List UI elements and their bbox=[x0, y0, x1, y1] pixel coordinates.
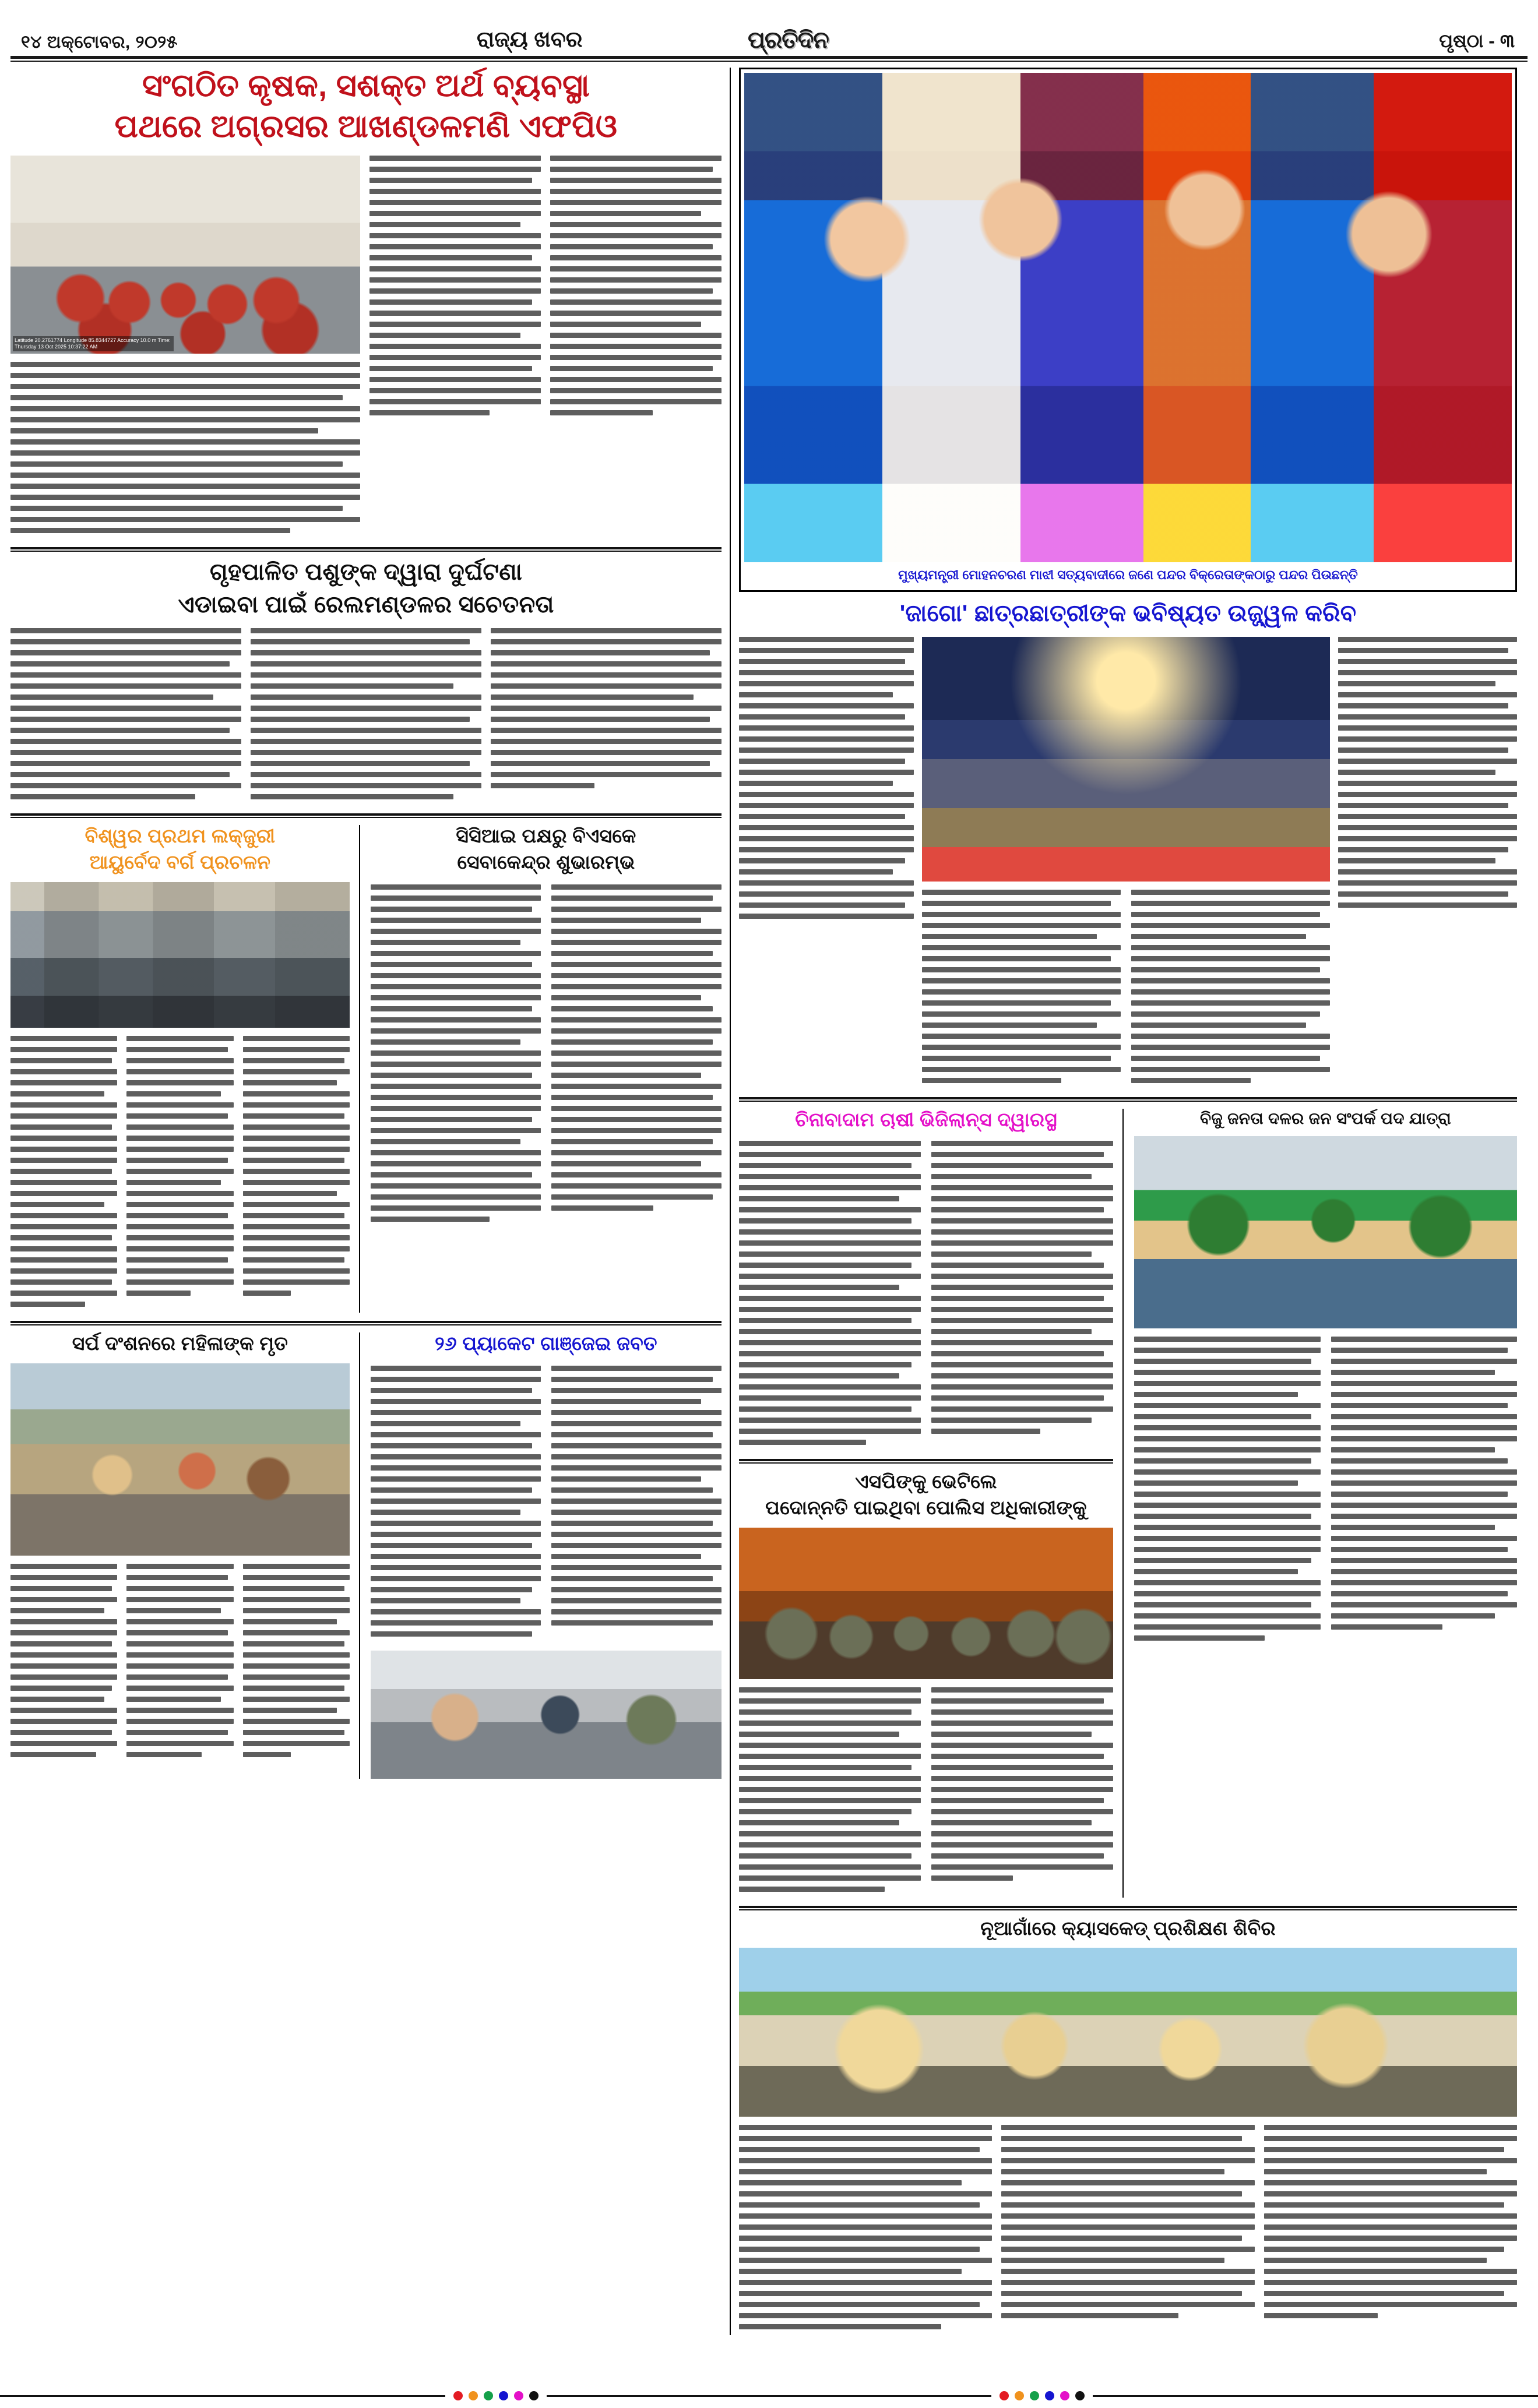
fpo-headline-line2: ପଥରେ ଅଗ୍ରସର ଆଖଣ୍ଡଳମଣି ଏଫପିଓ bbox=[114, 108, 618, 144]
divider-after-fpo bbox=[10, 547, 722, 552]
bottom-left-pair bbox=[10, 1332, 722, 1779]
bjd-body-col2 bbox=[1331, 1337, 1518, 1630]
article-ganja bbox=[371, 1332, 722, 1779]
rail-body-col2 bbox=[251, 628, 481, 799]
cascade-body-col3 bbox=[1264, 2125, 1517, 2318]
cascade-body-col1 bbox=[739, 2125, 992, 2329]
jago-body-col3 bbox=[1338, 637, 1517, 908]
article-jago bbox=[739, 600, 1517, 1089]
snake-photo bbox=[10, 1363, 350, 1556]
masthead-rule-secondary bbox=[10, 61, 1528, 62]
jago-body-col2b bbox=[1131, 890, 1330, 1083]
snake-body-col1 bbox=[10, 1564, 117, 1757]
footer-color-dots-right bbox=[991, 2391, 1093, 2400]
cci-body-col2 bbox=[551, 884, 722, 1211]
article-cascade bbox=[739, 1917, 1517, 2336]
cci-body-col1 bbox=[371, 884, 541, 1222]
article-fpo bbox=[10, 68, 722, 539]
mid-right-pair bbox=[739, 1109, 1517, 1898]
cm-photo-caption: ମୁଖ୍ୟମନ୍ତ୍ରୀ ମୋହନଚରଣ ମାଝୀ ସତ୍ୟବାଦୀରେ ଜଣେ ପନ୍ଦର ବିକ୍ରେତାଙ୍କଠାରୁ ପନ୍ଦର ପିଉଛନ୍ତି bbox=[898, 567, 1358, 582]
mid-left-pair bbox=[10, 825, 722, 1313]
divider-groundnut-sp bbox=[739, 1459, 1113, 1464]
groundnut-body-col1 bbox=[739, 1141, 921, 1445]
publication-logo: ପ୍ରତିଦିନ bbox=[748, 27, 829, 53]
cci-headline-line2: ସେବାକେନ୍ଦ୍ର ଶୁଭାରମ୍ଭ bbox=[457, 851, 635, 873]
divider-after-midleft bbox=[10, 1321, 722, 1325]
article-bjd bbox=[1134, 1109, 1517, 1898]
rail-body-col1 bbox=[10, 628, 241, 799]
ayurveda-headline-line2: ଆୟୁର୍ବେଦ ବର୍ଗ ପ୍ରଚଳନ bbox=[89, 851, 271, 873]
rail-body-col3 bbox=[491, 628, 722, 788]
ganja-body-col2 bbox=[551, 1366, 722, 1626]
fpo-body-col3 bbox=[550, 156, 722, 415]
article-groundnut bbox=[739, 1109, 1124, 1898]
ayurveda-body-col1 bbox=[10, 1036, 117, 1307]
bjd-photo bbox=[1134, 1136, 1517, 1328]
sp-meet-body-col2 bbox=[931, 1687, 1113, 1881]
ayurveda-photo bbox=[10, 882, 350, 1028]
divider-after-rail bbox=[10, 813, 722, 818]
ganja-headline: ୨୬ ପ୍ୟାକେଟ ଗାଞ୍ଜେଇ ଜବତ bbox=[435, 1332, 657, 1354]
fpo-body-col2 bbox=[369, 156, 541, 415]
cascade-headline: ନୂଆଗାଁରେ କ୍ୟାସକେଡ୍ ପ୍ରଶିକ୍ଷଣ ଶିବିର bbox=[980, 1917, 1276, 1939]
rail-headline-line1: ଗୃହପାଳିତ ପଶୁଙ୍କ ଦ୍ୱାରା ଦୁର୍ଘଟଣା bbox=[209, 559, 523, 586]
page-number: ପୃଷ୍ଠା - ୩ bbox=[1439, 30, 1515, 51]
ayurveda-headline-line1: ବିଶ୍ୱର ପ୍ରଥମ ଲକ୍‌ଜୁରୀ bbox=[85, 824, 276, 847]
jago-body-col1 bbox=[739, 637, 914, 919]
section-title: ରାଜ୍ୟ ଖବର bbox=[477, 27, 583, 52]
article-sp-meet bbox=[739, 1471, 1113, 1898]
article-snake bbox=[10, 1332, 360, 1779]
cascade-body-col2 bbox=[1001, 2125, 1254, 2318]
right-column-block bbox=[731, 68, 1517, 2335]
jago-photo bbox=[922, 637, 1330, 882]
snake-body-col2 bbox=[126, 1564, 233, 1757]
ganja-body-col1 bbox=[371, 1366, 541, 1637]
footer-color-dots-left bbox=[445, 2391, 547, 2400]
ayurveda-body-col2 bbox=[126, 1036, 233, 1296]
issue-date: ୧୪ ଅକ୍ଟୋବର, ୨୦୨୫ bbox=[21, 33, 178, 52]
fpo-photo-geotag: Latitude 20.2761774 Longitude 85.8344727 Accuracy 10.0 m Time: Thursday 13 Oct 2025 10:37:22 AM bbox=[13, 336, 174, 352]
jago-body-col2a bbox=[922, 890, 1121, 1083]
footer-line-right bbox=[1093, 2395, 1538, 2397]
fpo-headline-line1: ସଂଗଠିତ କୃଷକ, ସଶକ୍ତ ଅର୍ଥ ବ୍ୟବସ୍ଥା bbox=[142, 68, 590, 103]
article-rail bbox=[10, 559, 722, 805]
article-cm-photo bbox=[739, 68, 1517, 592]
left-column-block bbox=[10, 68, 731, 2335]
footer-registration-bar bbox=[0, 2389, 1538, 2402]
cci-headline-line1: ସିସିଆଇ ପକ୍ଷରୁ ବିଏସକେ bbox=[456, 824, 636, 847]
footer-line-left bbox=[0, 2395, 445, 2397]
sp-meet-headline-line1: ଏସପିଙ୍କୁ ଭେଟିଲେ bbox=[855, 1470, 997, 1492]
sp-meet-photo bbox=[739, 1528, 1113, 1679]
masthead bbox=[10, 0, 1528, 56]
article-cci bbox=[371, 825, 722, 1313]
ganja-photo bbox=[371, 1651, 722, 1779]
masthead-rule bbox=[10, 56, 1528, 59]
ayurveda-body-col3 bbox=[243, 1036, 350, 1296]
snake-body-col3 bbox=[243, 1564, 350, 1757]
bjd-body-col1 bbox=[1134, 1337, 1321, 1641]
fpo-body-col1 bbox=[10, 362, 360, 533]
sp-meet-headline-line2: ପଦୋନ୍ନତି ପାଇଥିବା ପୋଲିସ ଅଧିକାରୀଙ୍କୁ bbox=[765, 1496, 1087, 1518]
article-ayurveda bbox=[10, 825, 360, 1313]
fpo-photo bbox=[10, 156, 360, 354]
footer-line-mid bbox=[547, 2395, 992, 2397]
rail-headline-line2: ଏଡାଇବା ପାଇଁ ରେଲମଣ୍ଡଳର ସଚେତନତା bbox=[178, 591, 554, 618]
groundnut-headline: ଚିନାବାଦାମ ଚାଷୀ ଭିଜିଲାନ୍ସ ଦ୍ୱାରସ୍ଥ bbox=[795, 1108, 1057, 1130]
bjd-headline: ବିଜୁ ଜନତା ଦଳର ଜନ ସଂପର୍କ ପଦ ଯାତ୍ରା bbox=[1199, 1109, 1452, 1127]
divider-after-midright bbox=[739, 1906, 1517, 1910]
jago-headline: 'ଜାଗୋ' ଛାତ୍ରଛାତ୍ରୀଙ୍କ ଭବିଷ୍ୟତ ଉଜ୍ଜ୍ୱଳ କରିବ bbox=[899, 600, 1357, 626]
snake-headline: ସର୍ପ ଦଂଶନରେ ମହିଳାଙ୍କ ମୃତ bbox=[72, 1332, 288, 1354]
groundnut-body-col2 bbox=[931, 1141, 1113, 1434]
cascade-photo bbox=[739, 1948, 1517, 2117]
cm-photo bbox=[744, 73, 1512, 562]
sp-meet-body-col1 bbox=[739, 1687, 921, 1892]
divider-after-jago bbox=[739, 1097, 1517, 1102]
